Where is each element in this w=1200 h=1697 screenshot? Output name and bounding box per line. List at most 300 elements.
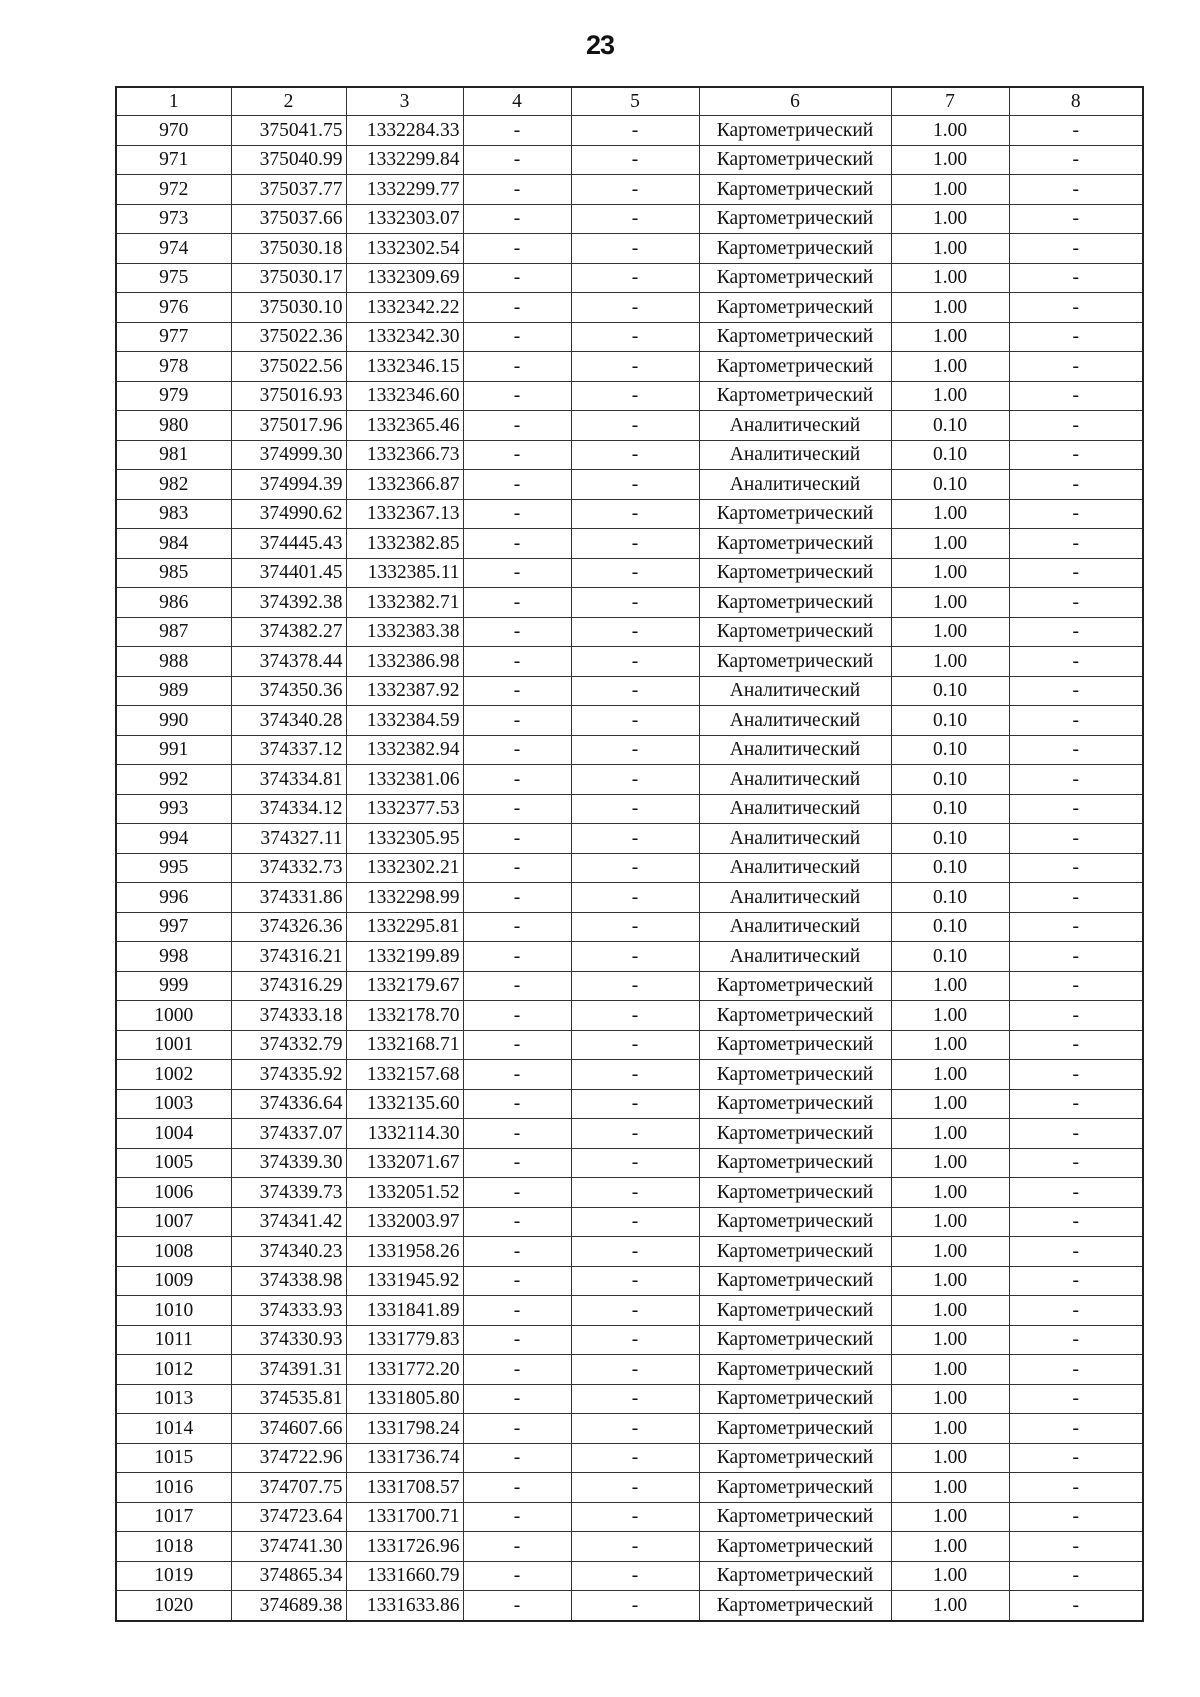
col8-cell: - (1009, 381, 1143, 411)
accuracy-cell: 0.10 (891, 853, 1009, 883)
point-number-cell: 1013 (116, 1384, 231, 1414)
y-coordinate-cell: 1332168.71 (346, 1030, 463, 1060)
y-coordinate-cell: 1331805.80 (346, 1384, 463, 1414)
col8-cell: - (1009, 912, 1143, 942)
col5-cell: - (571, 1561, 699, 1591)
point-number-cell: 997 (116, 912, 231, 942)
table-row (116, 175, 1143, 205)
point-number-cell: 1018 (116, 1532, 231, 1562)
method-cell: Аналитический (699, 411, 891, 441)
method-cell: Аналитический (699, 676, 891, 706)
method-cell: Аналитический (699, 942, 891, 972)
table-row (116, 234, 1143, 264)
method-cell: Картометрический (699, 1178, 891, 1208)
col5-cell: - (571, 794, 699, 824)
col4-cell: - (463, 1178, 571, 1208)
col8-cell: - (1009, 145, 1143, 175)
y-coordinate-cell: 1332365.46 (346, 411, 463, 441)
table-row (116, 204, 1143, 234)
table-row (116, 942, 1143, 972)
col8-cell: - (1009, 234, 1143, 264)
column-header-3: 3 (346, 87, 463, 116)
x-coordinate-cell: 374332.79 (231, 1030, 346, 1060)
y-coordinate-cell: 1331958.26 (346, 1237, 463, 1267)
y-coordinate-cell: 1332366.73 (346, 440, 463, 470)
col4-cell: - (463, 322, 571, 352)
accuracy-cell: 1.00 (891, 1591, 1009, 1621)
col8-cell: - (1009, 116, 1143, 146)
accuracy-cell: 0.10 (891, 912, 1009, 942)
col4-cell: - (463, 145, 571, 175)
col4-cell: - (463, 1266, 571, 1296)
accuracy-cell: 1.00 (891, 175, 1009, 205)
point-number-cell: 994 (116, 824, 231, 854)
x-coordinate-cell: 374333.18 (231, 1001, 346, 1031)
col8-cell: - (1009, 204, 1143, 234)
col5-cell: - (571, 1266, 699, 1296)
method-cell: Картометрический (699, 1237, 891, 1267)
accuracy-cell: 1.00 (891, 293, 1009, 323)
col5-cell: - (571, 853, 699, 883)
col4-cell: - (463, 293, 571, 323)
y-coordinate-cell: 1332382.71 (346, 588, 463, 618)
col5-cell: - (571, 1384, 699, 1414)
col8-cell: - (1009, 499, 1143, 529)
col5-cell: - (571, 617, 699, 647)
point-number-cell: 980 (116, 411, 231, 441)
col5-cell: - (571, 204, 699, 234)
table-row (116, 765, 1143, 795)
x-coordinate-cell: 374445.43 (231, 529, 346, 559)
col4-cell: - (463, 853, 571, 883)
y-coordinate-cell: 1332309.69 (346, 263, 463, 293)
col5-cell: - (571, 1178, 699, 1208)
table-row (116, 824, 1143, 854)
col5-cell: - (571, 1001, 699, 1031)
table-row (116, 735, 1143, 765)
y-coordinate-cell: 1331660.79 (346, 1561, 463, 1591)
method-cell: Аналитический (699, 883, 891, 913)
col4-cell: - (463, 1119, 571, 1149)
col8-cell: - (1009, 617, 1143, 647)
method-cell: Картометрический (699, 322, 891, 352)
accuracy-cell: 0.10 (891, 824, 1009, 854)
x-coordinate-cell: 374337.07 (231, 1119, 346, 1149)
accuracy-cell: 1.00 (891, 1207, 1009, 1237)
col8-cell: - (1009, 588, 1143, 618)
table-row (116, 529, 1143, 559)
point-number-cell: 1019 (116, 1561, 231, 1591)
table-row (116, 293, 1143, 323)
col4-cell: - (463, 1443, 571, 1473)
y-coordinate-cell: 1331798.24 (346, 1414, 463, 1444)
col8-cell: - (1009, 175, 1143, 205)
col8-cell: - (1009, 1148, 1143, 1178)
table-row (116, 1591, 1143, 1621)
method-cell: Аналитический (699, 853, 891, 883)
table-row (116, 1532, 1143, 1562)
point-number-cell: 972 (116, 175, 231, 205)
col5-cell: - (571, 322, 699, 352)
accuracy-cell: 1.00 (891, 381, 1009, 411)
point-number-cell: 992 (116, 765, 231, 795)
col8-cell: - (1009, 1207, 1143, 1237)
accuracy-cell: 1.00 (891, 1532, 1009, 1562)
point-number-cell: 1020 (116, 1591, 231, 1621)
accuracy-cell: 0.10 (891, 942, 1009, 972)
table-row (116, 1266, 1143, 1296)
col4-cell: - (463, 1060, 571, 1090)
y-coordinate-cell: 1332071.67 (346, 1148, 463, 1178)
col4-cell: - (463, 1561, 571, 1591)
point-number-cell: 987 (116, 617, 231, 647)
point-number-cell: 1009 (116, 1266, 231, 1296)
col5-cell: - (571, 647, 699, 677)
col4-cell: - (463, 1502, 571, 1532)
table-row (116, 558, 1143, 588)
col4-cell: - (463, 234, 571, 264)
method-cell: Картометрический (699, 1030, 891, 1060)
point-number-cell: 970 (116, 116, 231, 146)
col8-cell: - (1009, 440, 1143, 470)
point-number-cell: 989 (116, 676, 231, 706)
table-row (116, 794, 1143, 824)
y-coordinate-cell: 1331633.86 (346, 1591, 463, 1621)
col8-cell: - (1009, 706, 1143, 736)
method-cell: Картометрический (699, 1502, 891, 1532)
accuracy-cell: 1.00 (891, 529, 1009, 559)
x-coordinate-cell: 374382.27 (231, 617, 346, 647)
point-number-cell: 974 (116, 234, 231, 264)
x-coordinate-cell: 374327.11 (231, 824, 346, 854)
col5-cell: - (571, 1296, 699, 1326)
col5-cell: - (571, 440, 699, 470)
column-header-4: 4 (463, 87, 571, 116)
point-number-cell: 1012 (116, 1355, 231, 1385)
point-number-cell: 1005 (116, 1148, 231, 1178)
table-row (116, 883, 1143, 913)
accuracy-cell: 1.00 (891, 1384, 1009, 1414)
y-coordinate-cell: 1332346.60 (346, 381, 463, 411)
x-coordinate-cell: 374336.64 (231, 1089, 346, 1119)
accuracy-cell: 1.00 (891, 204, 1009, 234)
col8-cell: - (1009, 883, 1143, 913)
accuracy-cell: 0.10 (891, 676, 1009, 706)
table-row (116, 1001, 1143, 1031)
col5-cell: - (571, 1414, 699, 1444)
table-row (116, 145, 1143, 175)
col8-cell: - (1009, 794, 1143, 824)
x-coordinate-cell: 374326.36 (231, 912, 346, 942)
col4-cell: - (463, 263, 571, 293)
y-coordinate-cell: 1332003.97 (346, 1207, 463, 1237)
col8-cell: - (1009, 1237, 1143, 1267)
col5-cell: - (571, 942, 699, 972)
accuracy-cell: 1.00 (891, 1561, 1009, 1591)
y-coordinate-cell: 1332284.33 (346, 116, 463, 146)
method-cell: Картометрический (699, 647, 891, 677)
x-coordinate-cell: 374741.30 (231, 1532, 346, 1562)
col8-cell: - (1009, 735, 1143, 765)
method-cell: Аналитический (699, 824, 891, 854)
method-cell: Картометрический (699, 1532, 891, 1562)
point-number-cell: 999 (116, 971, 231, 1001)
point-number-cell: 1002 (116, 1060, 231, 1090)
col5-cell: - (571, 411, 699, 441)
method-cell: Картометрический (699, 381, 891, 411)
col5-cell: - (571, 676, 699, 706)
point-number-cell: 1004 (116, 1119, 231, 1149)
accuracy-cell: 1.00 (891, 116, 1009, 146)
col8-cell: - (1009, 411, 1143, 441)
col8-cell: - (1009, 647, 1143, 677)
method-cell: Аналитический (699, 794, 891, 824)
accuracy-cell: 1.00 (891, 1089, 1009, 1119)
y-coordinate-cell: 1332199.89 (346, 942, 463, 972)
col8-cell: - (1009, 1178, 1143, 1208)
point-number-cell: 979 (116, 381, 231, 411)
y-coordinate-cell: 1332383.38 (346, 617, 463, 647)
col5-cell: - (571, 1060, 699, 1090)
accuracy-cell: 0.10 (891, 706, 1009, 736)
method-cell: Картометрический (699, 352, 891, 382)
col5-cell: - (571, 529, 699, 559)
col4-cell: - (463, 1414, 571, 1444)
accuracy-cell: 1.00 (891, 1178, 1009, 1208)
method-cell: Аналитический (699, 706, 891, 736)
x-coordinate-cell: 374378.44 (231, 647, 346, 677)
x-coordinate-cell: 375016.93 (231, 381, 346, 411)
accuracy-cell: 1.00 (891, 1325, 1009, 1355)
col4-cell: - (463, 1355, 571, 1385)
col4-cell: - (463, 1001, 571, 1031)
point-number-cell: 982 (116, 470, 231, 500)
point-number-cell: 1007 (116, 1207, 231, 1237)
col4-cell: - (463, 470, 571, 500)
table-row (116, 706, 1143, 736)
col4-cell: - (463, 411, 571, 441)
col8-cell: - (1009, 1001, 1143, 1031)
accuracy-cell: 1.00 (891, 558, 1009, 588)
method-cell: Аналитический (699, 765, 891, 795)
table-row (116, 1207, 1143, 1237)
point-number-cell: 976 (116, 293, 231, 323)
y-coordinate-cell: 1332384.59 (346, 706, 463, 736)
accuracy-cell: 1.00 (891, 588, 1009, 618)
col4-cell: - (463, 1325, 571, 1355)
table-row (116, 1148, 1143, 1178)
col8-cell: - (1009, 1060, 1143, 1090)
x-coordinate-cell: 374340.28 (231, 706, 346, 736)
point-number-cell: 1015 (116, 1443, 231, 1473)
table-row (116, 1473, 1143, 1503)
method-cell: Картометрический (699, 558, 891, 588)
col8-cell: - (1009, 1384, 1143, 1414)
x-coordinate-cell: 375041.75 (231, 116, 346, 146)
x-coordinate-cell: 374707.75 (231, 1473, 346, 1503)
x-coordinate-cell: 374340.23 (231, 1237, 346, 1267)
col5-cell: - (571, 234, 699, 264)
col4-cell: - (463, 116, 571, 146)
accuracy-cell: 1.00 (891, 1119, 1009, 1149)
y-coordinate-cell: 1332377.53 (346, 794, 463, 824)
column-header-7: 7 (891, 87, 1009, 116)
col4-cell: - (463, 440, 571, 470)
col5-cell: - (571, 706, 699, 736)
col4-cell: - (463, 558, 571, 588)
table-row (116, 381, 1143, 411)
y-coordinate-cell: 1332367.13 (346, 499, 463, 529)
method-cell: Картометрический (699, 1443, 891, 1473)
col4-cell: - (463, 1473, 571, 1503)
y-coordinate-cell: 1332346.15 (346, 352, 463, 382)
col4-cell: - (463, 912, 571, 942)
point-number-cell: 971 (116, 145, 231, 175)
y-coordinate-cell: 1332179.67 (346, 971, 463, 1001)
point-number-cell: 1001 (116, 1030, 231, 1060)
col5-cell: - (571, 1119, 699, 1149)
x-coordinate-cell: 374332.73 (231, 853, 346, 883)
y-coordinate-cell: 1332387.92 (346, 676, 463, 706)
y-coordinate-cell: 1331700.71 (346, 1502, 463, 1532)
point-number-cell: 985 (116, 558, 231, 588)
table-row (116, 676, 1143, 706)
col5-cell: - (571, 1030, 699, 1060)
x-coordinate-cell: 375022.36 (231, 322, 346, 352)
accuracy-cell: 1.00 (891, 1296, 1009, 1326)
col8-cell: - (1009, 1414, 1143, 1444)
table-row (116, 853, 1143, 883)
x-coordinate-cell: 374999.30 (231, 440, 346, 470)
col8-cell: - (1009, 1266, 1143, 1296)
col4-cell: - (463, 1237, 571, 1267)
col4-cell: - (463, 883, 571, 913)
col5-cell: - (571, 1591, 699, 1621)
point-number-cell: 1016 (116, 1473, 231, 1503)
accuracy-cell: 1.00 (891, 1060, 1009, 1090)
col8-cell: - (1009, 1296, 1143, 1326)
point-number-cell: 1003 (116, 1089, 231, 1119)
col8-cell: - (1009, 942, 1143, 972)
x-coordinate-cell: 374316.29 (231, 971, 346, 1001)
y-coordinate-cell: 1332302.21 (346, 853, 463, 883)
method-cell: Картометрический (699, 1561, 891, 1591)
point-number-cell: 983 (116, 499, 231, 529)
accuracy-cell: 1.00 (891, 1237, 1009, 1267)
col4-cell: - (463, 352, 571, 382)
accuracy-cell: 0.10 (891, 883, 1009, 913)
col5-cell: - (571, 735, 699, 765)
col5-cell: - (571, 499, 699, 529)
point-number-cell: 998 (116, 942, 231, 972)
table-row (116, 588, 1143, 618)
x-coordinate-cell: 374331.86 (231, 883, 346, 913)
col8-cell: - (1009, 824, 1143, 854)
col8-cell: - (1009, 352, 1143, 382)
point-number-cell: 988 (116, 647, 231, 677)
y-coordinate-cell: 1332157.68 (346, 1060, 463, 1090)
point-number-cell: 975 (116, 263, 231, 293)
accuracy-cell: 1.00 (891, 234, 1009, 264)
y-coordinate-cell: 1332382.85 (346, 529, 463, 559)
point-number-cell: 1008 (116, 1237, 231, 1267)
accuracy-cell: 1.00 (891, 499, 1009, 529)
col5-cell: - (571, 1473, 699, 1503)
table-row (116, 1561, 1143, 1591)
method-cell: Картометрический (699, 263, 891, 293)
table-row (116, 617, 1143, 647)
col5-cell: - (571, 470, 699, 500)
table-row (116, 1030, 1143, 1060)
y-coordinate-cell: 1331841.89 (346, 1296, 463, 1326)
method-cell: Картометрический (699, 529, 891, 559)
x-coordinate-cell: 374339.30 (231, 1148, 346, 1178)
col8-cell: - (1009, 470, 1143, 500)
accuracy-cell: 1.00 (891, 1443, 1009, 1473)
accuracy-cell: 0.10 (891, 765, 1009, 795)
x-coordinate-cell: 374391.31 (231, 1355, 346, 1385)
y-coordinate-cell: 1332135.60 (346, 1089, 463, 1119)
col4-cell: - (463, 971, 571, 1001)
method-cell: Картометрический (699, 1591, 891, 1621)
col8-cell: - (1009, 971, 1143, 1001)
x-coordinate-cell: 374535.81 (231, 1384, 346, 1414)
y-coordinate-cell: 1332051.52 (346, 1178, 463, 1208)
table-row (116, 1502, 1143, 1532)
col4-cell: - (463, 1532, 571, 1562)
col4-cell: - (463, 706, 571, 736)
table-row (116, 1237, 1143, 1267)
x-coordinate-cell: 374607.66 (231, 1414, 346, 1444)
col8-cell: - (1009, 676, 1143, 706)
table-row (116, 1178, 1143, 1208)
col8-cell: - (1009, 1119, 1143, 1149)
accuracy-cell: 1.00 (891, 1502, 1009, 1532)
y-coordinate-cell: 1331736.74 (346, 1443, 463, 1473)
col4-cell: - (463, 1384, 571, 1414)
col5-cell: - (571, 824, 699, 854)
col8-cell: - (1009, 1325, 1143, 1355)
x-coordinate-cell: 374333.93 (231, 1296, 346, 1326)
y-coordinate-cell: 1332305.95 (346, 824, 463, 854)
y-coordinate-cell: 1332298.99 (346, 883, 463, 913)
y-coordinate-cell: 1332381.06 (346, 765, 463, 795)
x-coordinate-cell: 375037.77 (231, 175, 346, 205)
x-coordinate-cell: 375040.99 (231, 145, 346, 175)
y-coordinate-cell: 1332114.30 (346, 1119, 463, 1149)
col5-cell: - (571, 588, 699, 618)
point-number-cell: 1010 (116, 1296, 231, 1326)
x-coordinate-cell: 374401.45 (231, 558, 346, 588)
col8-cell: - (1009, 1532, 1143, 1562)
col5-cell: - (571, 765, 699, 795)
column-header-2: 2 (231, 87, 346, 116)
x-coordinate-cell: 374339.73 (231, 1178, 346, 1208)
col5-cell: - (571, 1502, 699, 1532)
table-row (116, 1325, 1143, 1355)
col8-cell: - (1009, 1443, 1143, 1473)
x-coordinate-cell: 375017.96 (231, 411, 346, 441)
col4-cell: - (463, 175, 571, 205)
method-cell: Картометрический (699, 1266, 891, 1296)
table-row (116, 116, 1143, 146)
x-coordinate-cell: 374990.62 (231, 499, 346, 529)
col8-cell: - (1009, 293, 1143, 323)
col8-cell: - (1009, 1561, 1143, 1591)
point-number-cell: 1000 (116, 1001, 231, 1031)
y-coordinate-cell: 1332385.11 (346, 558, 463, 588)
point-number-cell: 993 (116, 794, 231, 824)
